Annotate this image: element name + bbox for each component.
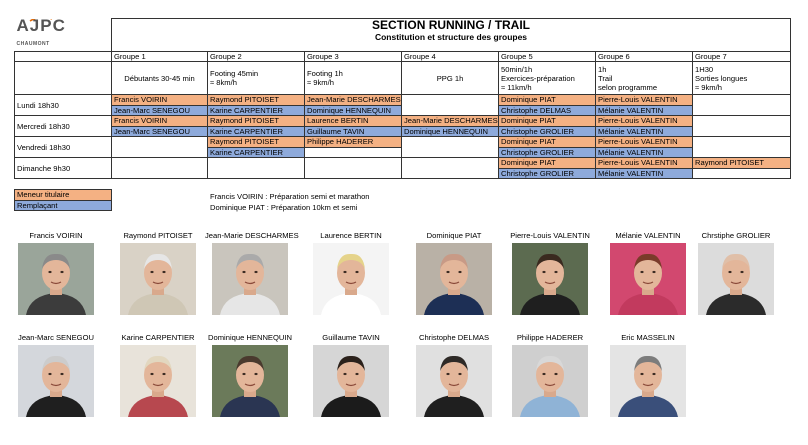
lead-name: Pierre-Louis VALENTIN (596, 116, 692, 126)
group-description-line: 50min/1h (501, 64, 533, 74)
group-description-line: 1H30 (695, 64, 714, 74)
person-name: Dominique PIAT (426, 231, 482, 240)
person-name: Francis VOIRIN (29, 231, 83, 240)
group-label: Groupe 6 (596, 52, 693, 62)
replacement-name: Mélanie VALENTIN (596, 168, 692, 178)
group-description (499, 62, 596, 95)
lead-name (693, 95, 790, 105)
schedule-cell (112, 158, 208, 179)
title-cell (112, 19, 791, 52)
schedule-cell (499, 158, 596, 179)
schedule-cell (402, 116, 499, 137)
group-description-line: ≈ 11km/h (501, 82, 532, 92)
replacement-name (402, 168, 498, 178)
lead-name (402, 95, 498, 105)
group-description-line: 1h (598, 64, 607, 74)
group-description (402, 62, 499, 95)
person-card (306, 333, 396, 343)
group-label: Groupe 5 (499, 52, 596, 62)
person-card (11, 231, 101, 241)
person-name: Guillaume TAVIN (322, 333, 380, 342)
lead-name: Jean-Marie DESCHARMES (307, 95, 401, 104)
schedule-cell (402, 95, 499, 116)
lead-name: Pierre-Louis VALENTIN (596, 95, 692, 105)
schedule-cell (693, 137, 791, 158)
person-card (205, 333, 295, 343)
person-name: Laurence BERTIN (320, 231, 382, 240)
person-card (691, 231, 781, 241)
lead-name (305, 158, 401, 168)
lead-name: Dominique PIAT (499, 137, 595, 147)
schedule-cell (499, 137, 596, 158)
replacement-name: Christophe DELMAS (499, 105, 595, 115)
ajpc-logo: AJPC CHAUMONT (17, 19, 110, 52)
person-name: Pierre-Louis VALENTIN (510, 231, 590, 240)
replacement-name (112, 168, 207, 178)
group-description-line: selon programme (598, 82, 658, 92)
replacement-name: Karine CARPENTIER (208, 147, 304, 157)
person-name: Raymond PITOISET (123, 231, 193, 240)
lead-name: Dominique PIAT (499, 116, 595, 126)
replacement-name (693, 168, 790, 178)
person-card (113, 333, 203, 343)
schedule-cell (596, 158, 693, 179)
note-line: Francis VOIRIN : Préparation semi et marathon (210, 192, 370, 201)
day-rows (15, 95, 791, 179)
person-card (205, 231, 299, 241)
group-description (596, 62, 693, 95)
replacement-name: Christophe GROLIER (499, 126, 595, 136)
lead-name (112, 137, 207, 147)
schedule-cell (596, 116, 693, 137)
group-label: Groupe 3 (305, 52, 402, 62)
lead-name: Francis VOIRIN (112, 95, 207, 105)
replacement-name: Mélanie VALENTIN (596, 105, 692, 115)
replacement-name: Christophe GROLIER (499, 147, 595, 157)
groups-table (14, 18, 791, 179)
day-label: Mercredi 18h30 (15, 116, 112, 137)
replacement-name (208, 168, 304, 178)
lead-name: Raymond PITOISET (208, 116, 304, 126)
schedule-cell (305, 158, 402, 179)
lead-name: Dominique PIAT (499, 95, 595, 105)
schedule-cell (112, 95, 208, 116)
lead-name (208, 158, 304, 168)
lead-name (693, 137, 790, 147)
person-name: Chrstiphe GROLIER (701, 231, 771, 240)
schedule-cell (596, 95, 693, 116)
group-description-line: ≈ 9km/h (695, 82, 722, 92)
replacement-name (402, 147, 498, 157)
schedule-cell (305, 137, 402, 158)
group-description-line: Footing 45min (210, 69, 259, 78)
schedule-cell (402, 158, 499, 179)
replacement-name (402, 105, 498, 115)
day-label: Vendredi 18h30 (15, 137, 112, 158)
person-name: Jean-Marc SENEGOU (18, 333, 94, 342)
lead-name: Jean-Marie DESCHARMES (404, 116, 498, 125)
lead-name: Dominique PIAT (499, 158, 595, 168)
person-card (409, 231, 499, 241)
schedule-cell (305, 95, 402, 116)
group-description (112, 62, 208, 95)
logo-cell (15, 19, 112, 52)
day-label: Dimanche 9h30 (15, 158, 112, 179)
group-label: Groupe 4 (402, 52, 499, 62)
legend-replacement: Remplaçant (15, 200, 111, 210)
lead-name: Pierre-Louis VALENTIN (596, 137, 692, 147)
lead-name (402, 158, 498, 168)
person-name: Eric MASSELIN (621, 333, 675, 342)
group-description-line: Exercices-préparation (501, 73, 575, 83)
page-subtitle: Constitution et structure des groupes (374, 32, 528, 42)
portrait-photo (212, 345, 288, 417)
day-row (15, 95, 791, 116)
schedule-cell (693, 95, 791, 116)
day-label: Lundi 18h30 (15, 95, 112, 116)
lead-name: Raymond PITOISET (208, 137, 304, 147)
person-name: Christophe DELMAS (418, 333, 490, 342)
group-description-line: Footing 1h (307, 69, 343, 78)
lead-name (402, 137, 498, 147)
lead-name: Francis VOIRIN (112, 116, 207, 126)
lead-name: Philippe HADERER (305, 137, 401, 147)
portrait-photo (18, 345, 94, 417)
replacement-name: Mélanie VALENTIN (596, 126, 692, 136)
day-row (15, 158, 791, 179)
group-label: Groupe 7 (693, 52, 791, 62)
group-labels-row (15, 52, 791, 62)
lead-name: Raymond PITOISET (208, 95, 304, 105)
group-label: Groupe 2 (208, 52, 305, 62)
replacement-name: Dominique HENNEQUIN (305, 105, 401, 115)
person-name: Karine CARPENTIER (121, 333, 195, 342)
lead-name: Raymond PITOISET (693, 158, 790, 168)
replacement-name: Mélanie VALENTIN (596, 147, 692, 157)
schedule-cell (208, 158, 305, 179)
portrait-photo (18, 243, 94, 315)
group-description-line: ≈ 8km/h (210, 78, 237, 87)
portrait-photo (512, 243, 588, 315)
portrait-photo (416, 345, 492, 417)
replacement-name: Guillaume TAVIN (305, 126, 401, 136)
replacement-name (305, 147, 401, 157)
portrait-photo (698, 243, 774, 315)
lead-name: Laurence BERTIN (305, 116, 401, 126)
person-card (113, 231, 203, 241)
legend (14, 189, 112, 211)
group-description (305, 62, 402, 95)
person-card (306, 231, 396, 241)
person-card (603, 231, 693, 241)
person-name: Mélanie VALENTIN (615, 231, 681, 240)
portrait-photo (313, 345, 389, 417)
person-card (505, 231, 595, 241)
group-description (208, 62, 305, 95)
legend-lead: Meneur titulaire (15, 190, 111, 200)
group-descriptions-row (15, 62, 791, 95)
schedule-cell (402, 137, 499, 158)
schedule-cell (112, 116, 208, 137)
corner-cell (15, 52, 112, 62)
group-description-line: Sorties longues (695, 73, 748, 83)
schedule-cell (112, 137, 208, 158)
replacement-name (693, 105, 790, 115)
lead-name: Pierre-Louis VALENTIN (596, 158, 692, 168)
replacement-name: Karine CARPENTIER (208, 126, 304, 136)
swoosh-icon (29, 19, 53, 22)
schedule-cell (208, 95, 305, 116)
corner-cell (15, 62, 112, 95)
person-card (505, 333, 595, 343)
replacement-name: Dominique HENNEQUIN (402, 126, 498, 136)
group-label: Groupe 1 (112, 52, 208, 62)
schedule-cell (305, 116, 402, 137)
portrait-photo (610, 345, 686, 417)
schedule-cell (596, 137, 693, 158)
group-description-line: Débutants 30-45 min (124, 73, 195, 83)
schedule-cell (693, 158, 791, 179)
day-row (15, 116, 791, 137)
group-description-line: ≈ 9km/h (307, 78, 334, 87)
portrait-photo (313, 243, 389, 315)
schedule-cell (499, 95, 596, 116)
replacement-name: Christophe GROLIER (499, 168, 595, 178)
replacement-name (112, 147, 207, 157)
portrait-photo (120, 345, 196, 417)
person-card (603, 333, 693, 343)
replacement-name (693, 147, 790, 157)
notes (210, 191, 370, 213)
person-card (11, 333, 101, 343)
schedule-cell (208, 137, 305, 158)
lead-name (112, 158, 207, 168)
lead-name (693, 116, 790, 126)
portrait-photo (416, 243, 492, 315)
person-name: Philippe HADERER (516, 333, 584, 342)
person-name: Jean-Marie DESCHARMES (205, 231, 299, 240)
schedule-cell (693, 116, 791, 137)
replacement-name: Jean-Marc SENEGOU (112, 105, 207, 115)
portrait-photo (212, 243, 288, 315)
group-description-line: Trail (598, 73, 613, 83)
portrait-photo (120, 243, 196, 315)
replacement-name: Karine CARPENTIER (208, 105, 304, 115)
portrait-photo (512, 345, 588, 417)
portrait-photo (610, 243, 686, 315)
person-card (409, 333, 499, 343)
person-name: Dominique HENNEQUIN (208, 333, 292, 342)
replacement-name (693, 126, 790, 136)
replacement-name (305, 168, 401, 178)
replacement-name: Jean-Marc SENEGOU (112, 126, 207, 136)
day-row (15, 137, 791, 158)
schedule-cell (208, 116, 305, 137)
group-description (693, 62, 791, 95)
schedule-cell (499, 116, 596, 137)
page-title: SECTION RUNNING / TRAIL (372, 18, 531, 32)
note-line: Dominique PIAT : Préparation 10km et semi (210, 203, 358, 212)
group-description-line: PPG 1h (436, 73, 464, 83)
